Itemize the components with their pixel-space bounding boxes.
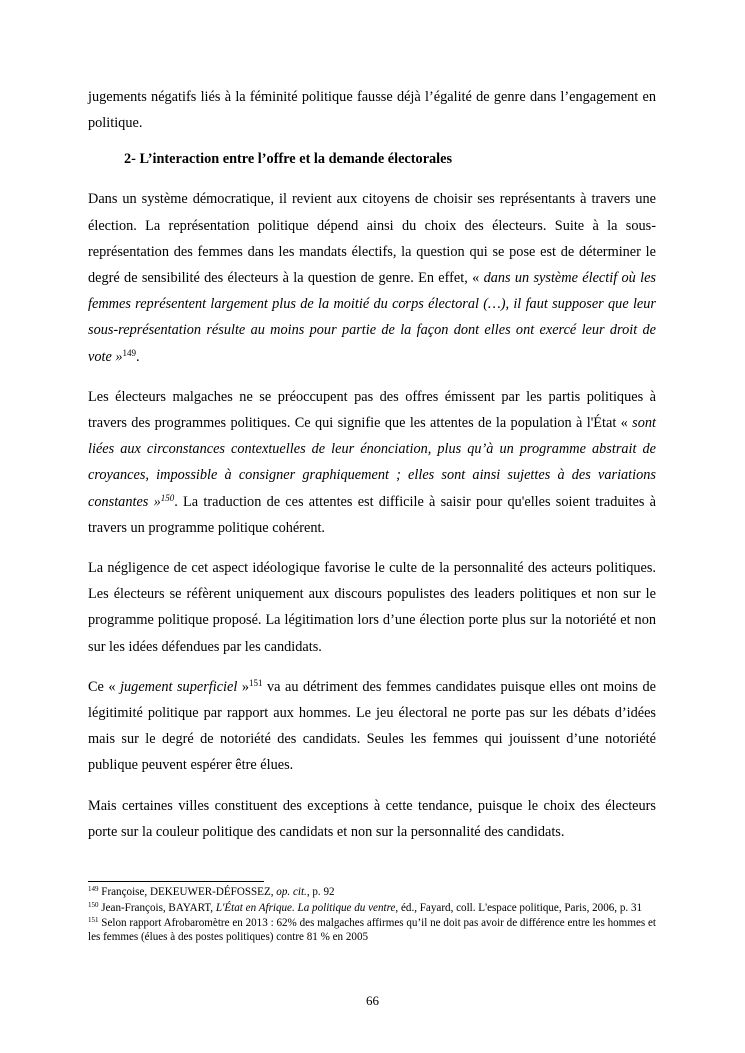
paragraph-2-text: Les électeurs malgaches ne se préoccupent pas des offres émissent par les partis politiques à travers des programmes politiques. Ce qui signifie que les attentes de la population à l'État « [88,388,656,432]
section-heading: 2- L’interaction entre l’offre et la demande électorales [124,151,453,168]
footnote-150-num: 150 [88,900,99,909]
intro-paragraph: jugements négatifs liés à la féminité politique fausse déjà l’égalité de genre dans l’engagement en politique. [88,89,656,132]
footnote-149-ital: op. cit. [276,886,307,898]
footnote-149-text: Françoise, DEKEUWER-DÉFOSSEZ, [98,886,277,898]
paragraph-4 [88,674,656,779]
footnote-149 [88,886,656,900]
paragraph-1-quote: dans un système électif où les femmes représentent largement plus de la moitié du corps électoral (…), il faut supposer que leur sous-représentation résulte au moins pour partie de la façon dont elles ont exercé leur droit de vote [88,270,656,365]
paragraph-2-quote: sont liées aux circonstances contextuelles de leur énonciation, plus qu’à un programme abstrait de croyances, impossible à consigner graphiquement ; elles sont ainsi sujettes à des variations constantes » [88,415,656,510]
paragraph-1-end: . [136,348,140,365]
footnote-ref-150-num: 150 [160,492,175,503]
footnote-150-text: Jean-François, BAYART, [98,901,216,914]
footnote-151-num: 151 [88,916,99,925]
paragraph-4-before: Ce « [88,678,121,695]
footnote-151 [88,917,656,944]
footnote-151-text: Selon rapport Afrobaromètre en 2013 : 62% des malgaches affirmes qu’il ne doit pas avoir de différence entre les hommes et les femmes (élues à des postes politiques) contre 81 % en 2005 [88,917,656,943]
paragraph-4-after: va au détriment des femmes candidates puisque elles ont moins de légitimité politique par rapport aux hommes. Le jeu électoral ne porte pas sur les débats d’idées mais sur le degré de notoriété des candidats. Seules les femmes qui jouissent d’une notoriété publique peuvent espérer être élues. [88,678,656,774]
footnote-ref-151[interactable]: 151 [249,677,263,688]
paragraph-1-text: Dans un système démocratique, il revient aux citoyens de choisir ses représentants à travers une élection. La représentation politique dépend ainsi du choix des électeurs. Suite à la sous-représentation des femmes dans les mandats électifs, la question qui se pose est de déterminer le degré de sensibilité des électeurs à la question de genre. En effet, « [88,191,656,287]
paragraph-1-quote-close: » [111,348,123,365]
paragraph-1 [88,186,656,369]
footnote-149-after: , p. 92 [306,886,335,898]
footnote-149-num: 149 [88,885,99,893]
footnotes [88,886,656,946]
paragraph-2-after: . La traduction de ces attentes est difficile à saisir pour qu'elles soient traduites à travers un programme politique cohérent. [88,493,656,536]
footnote-150-ital: L'État en Afrique. La politique du ventre [215,901,396,914]
page-body [88,84,656,859]
paragraph-2 [88,384,656,541]
paragraph-4-quote: jugement superficiel [120,678,238,695]
paragraph-3: La négligence de cet aspect idéologique favorise le culte de la personnalité des acteurs politiques. Les électeurs se réfèrent uniquement aux discours populistes des leaders politiques et non sur le programme politique proposé. La légitimation lors d’une élection porte plus sur la notoriété et non sur les idées défendues par les candidats. [88,560,656,655]
footnote-ref-149[interactable]: 149 [122,347,137,358]
footnote-150 [88,902,656,916]
page-number: 66 [366,993,379,1008]
paragraph-4-quote-close: » [237,678,250,695]
footnote-separator [88,881,264,882]
footnote-150-after: , éd., Fayard, coll. L'espace politique, Paris, 2006, p. 31 [395,901,643,914]
paragraph-5: Mais certaines villes constituent des exceptions à cette tendance, puisque le choix des électeurs porte sur la couleur politique des candidats et non sur la personnalité des candidats. [88,797,656,840]
footnote-ref-150[interactable] [161,493,175,503]
